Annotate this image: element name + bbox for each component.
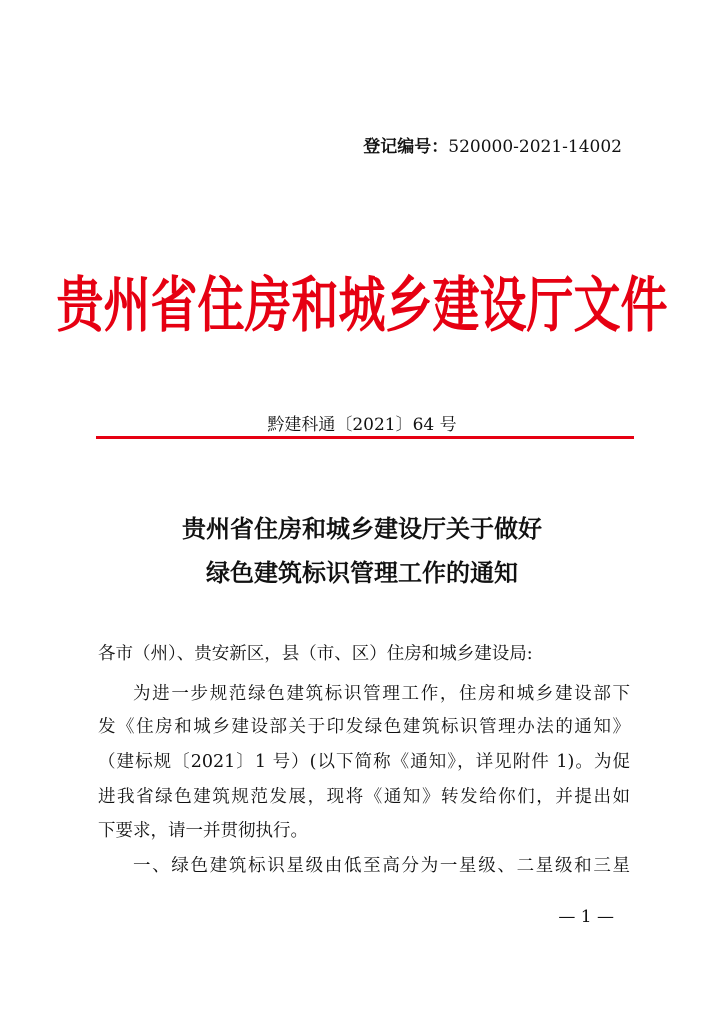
page-number: — 1 —: [558, 907, 614, 927]
document-title-line-2: 绿色建筑标识管理工作的通知: [206, 558, 518, 587]
red-divider-line: [96, 436, 634, 439]
body-line: 为进一步规范绿色建筑标识管理工作，住房和城乡建设部下: [133, 684, 630, 704]
salutation: 各市（州）、贵安新区，县（市、区）住房和城乡建设局:: [98, 644, 533, 664]
issuer-header: 贵州省住房和城乡建设厅文件: [56, 270, 668, 342]
body-line: 发《住房和城乡建设部关于印发绿色建筑标识管理办法的通知》: [98, 717, 630, 737]
registration-value: 520000-2021-14002: [448, 137, 622, 157]
registration-number: [363, 132, 622, 157]
body-line: 一、绿色建筑标识星级由低至高分为一星级、二星级和三星: [133, 856, 630, 876]
registration-label: 登记编号：: [363, 137, 449, 157]
document-number: 黔建科通〔2021〕64 号: [267, 415, 457, 435]
body-line: 进我省绿色建筑规范发展，现将《通知》转发给你们，并提出如: [98, 787, 630, 807]
body-line: （建标规〔2021〕1 号）(以下简称《通知》，详见附件 1)。为促: [98, 752, 630, 772]
document-title-line-1: 贵州省住房和城乡建设厅关于做好: [182, 514, 542, 543]
body-line: 下要求，请一并贯彻执行。: [98, 821, 308, 841]
